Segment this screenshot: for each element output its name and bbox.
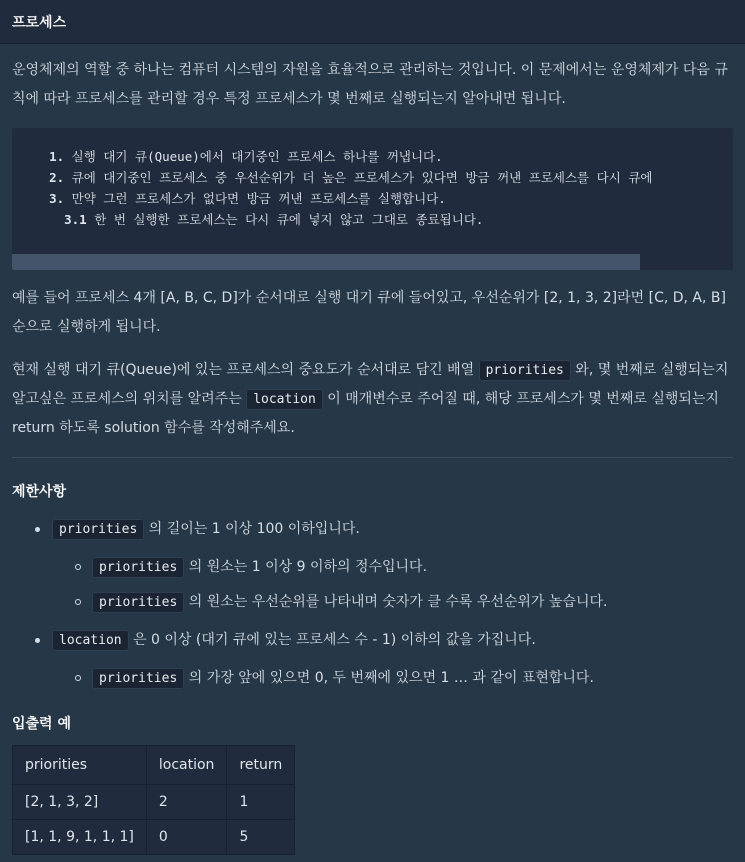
io-heading: 입출력 예 (12, 716, 71, 732)
sub-constraint-item: priorities 의 원소는 1 이상 9 이하의 정수입니다. (92, 550, 733, 585)
table-cell: 0 (146, 820, 227, 855)
priorities-code: priorities (92, 668, 184, 689)
table-row (13, 785, 295, 820)
rule-line: 1. 실행 대기 큐(Queue)에서 대기중인 프로세스 하나를 꺼냅니다. (49, 149, 443, 164)
priorities-code: priorities (52, 519, 144, 540)
rules-code-block (12, 128, 733, 270)
rule-line: 2. 큐에 대기중인 프로세스 중 우선순위가 더 높은 프로세스가 있다면 방금 꺼낸 프로세스를 다시 큐에 (49, 170, 653, 185)
column-header: return (227, 746, 295, 785)
io-example-table (12, 745, 295, 855)
intro-paragraph: 운영체제의 역할 중 하나는 컴퓨터 시스템의 자원을 효율적으로 관리하는 것입니다. 이 문제에서는 운영체제가 다음 규칙에 따라 프로세스를 관리할 경우 특정 프로세스가 몇 번째로 실행되는지 알아내면 됩니다. (12, 62, 728, 107)
constraints-heading: 제한사항 (12, 484, 67, 500)
table-header-row (13, 746, 295, 785)
priorities-code: priorities (92, 557, 184, 578)
rule-line: 3. 만약 그런 프로세스가 없다면 방금 꺼낸 프로세스를 실행합니다. (49, 191, 446, 206)
example-paragraph: 예를 들어 프로세스 4개 [A, B, C, D]가 순서대로 실행 대기 큐에 들어있고, 우선순위가 [2, 1, 3, 2]라면 [C, D, A, B] 순으로 실행하게 됩니다. (12, 290, 726, 335)
rule-line: 3.1 한 번 실행한 프로세스는 다시 큐에 넣지 않고 그대로 종료됩니다. (64, 212, 484, 227)
description-paragraph: 현재 실행 대기 큐(Queue)에 있는 프로세스의 중요도가 순서대로 담긴 배열 priorities 와, 몇 번째로 실행되는지 알고싶은 프로세스의 위치를 알려주는 location 이 매개변수로 주어질 때, 해당 프로세스가 몇 번째로 실행되는지 return 하도록 solution 함수를 작성해주세요. (12, 362, 729, 436)
section-divider (12, 457, 733, 458)
sub-constraints-list (52, 661, 733, 696)
location-code: location (52, 630, 129, 651)
scrollbar-thumb[interactable] (12, 254, 640, 270)
constraint-item: location 은 0 이상 (대기 큐에 있는 프로세스 수 - 1) 이하의 값을 가집니다. priorities 의 가장 앞에 있으면 0, 두 번째에 있으면 1 … 과 같이 표현합니다. (52, 624, 733, 696)
table-cell: [2, 1, 3, 2] (13, 785, 147, 820)
sub-constraint-item: priorities 의 가장 앞에 있으면 0, 두 번째에 있으면 1 … 과 같이 표현합니다. (92, 661, 733, 696)
constraint-item: priorities 의 길이는 1 이상 100 이하입니다. priorities 의 원소는 1 이상 9 이하의 정수입니다. priorities 의 원소는 우선순위를 나타내며 숫자가 클 수록 우선순위가 높습니다. (52, 513, 733, 620)
rules-lines (12, 128, 733, 230)
table-row (13, 820, 295, 855)
table-cell: 2 (146, 785, 227, 820)
page-header (0, 0, 745, 44)
column-header: priorities (13, 746, 147, 785)
sub-constraints-list (52, 550, 733, 620)
horizontal-scrollbar[interactable] (12, 254, 733, 270)
sub-constraint-item: priorities 의 원소는 우선순위를 나타내며 숫자가 클 수록 우선순위가 높습니다. (92, 585, 733, 620)
table-cell: [1, 1, 9, 1, 1, 1] (13, 820, 147, 855)
location-code: location (246, 389, 323, 410)
column-header: location (146, 746, 227, 785)
constraints-list (12, 513, 733, 696)
priorities-code: priorities (479, 360, 571, 381)
table-cell: 5 (227, 820, 295, 855)
problem-content (0, 44, 745, 855)
priorities-code: priorities (92, 592, 184, 613)
table-cell: 1 (227, 785, 295, 820)
page-title: 프로세스 (12, 14, 67, 31)
